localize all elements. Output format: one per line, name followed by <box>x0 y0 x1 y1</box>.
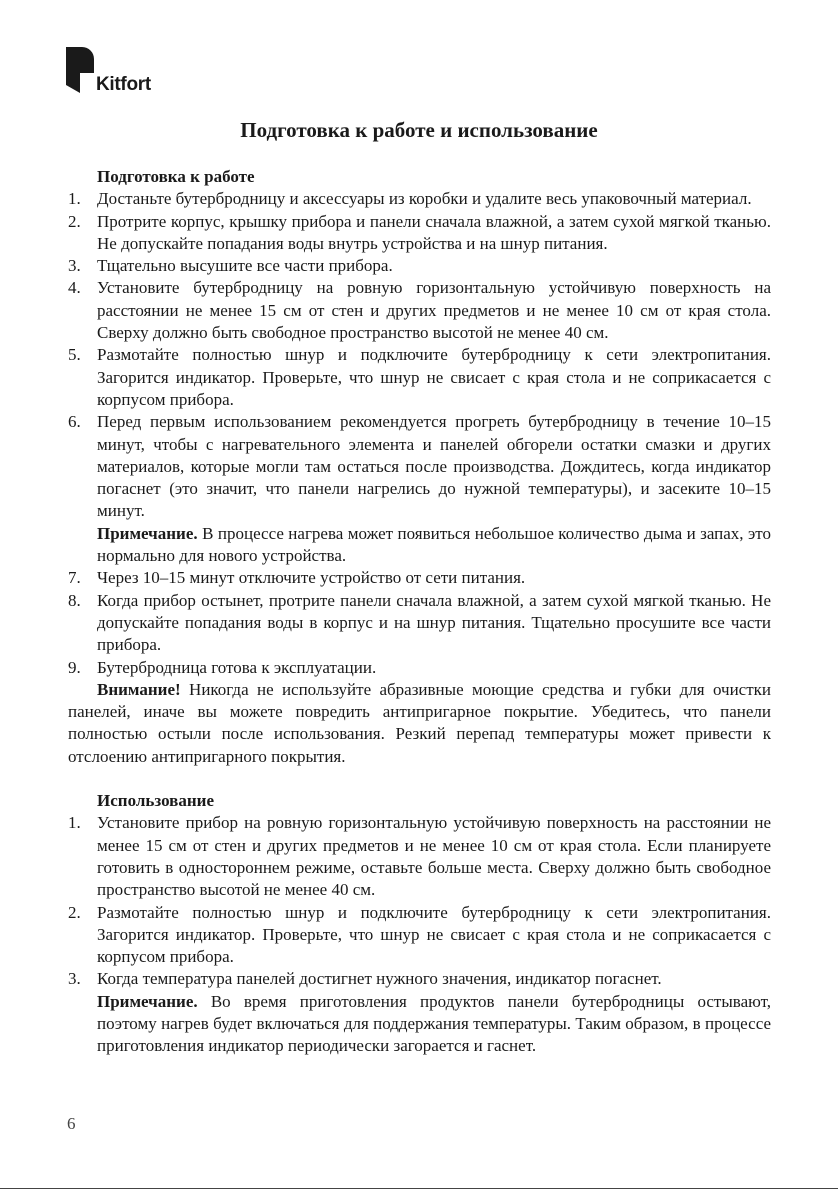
bottom-divider <box>0 1188 838 1189</box>
section-heading-usage: Использование <box>97 791 214 811</box>
list-item <box>68 411 771 522</box>
note-label: Примечание. <box>97 523 198 543</box>
list-item <box>68 968 771 990</box>
preparation-steps <box>68 188 771 522</box>
item-number: 2. <box>68 211 81 231</box>
item-text: Протрите корпус, крышку прибора и панели сначала влажной, а затем сухой мягкой тканью. Не допускайте попадания воды внутрь устройства и на шнур питания. <box>97 211 771 253</box>
note-label: Примечание. <box>97 991 198 1011</box>
item-number: 7. <box>68 568 81 588</box>
list-item <box>68 188 771 210</box>
item-text: Установите прибор на ровную горизонтальную устойчивую поверхность на расстоянии не менее 15 см от стен и других предметов и не менее 10 см от края стола. Если планируете готовить в одностороннем режиме, оставьте больше места. Сверху должно быть свободное пространство высотой не менее 40 см. <box>97 813 771 900</box>
brand-name: Kitfort <box>96 74 151 95</box>
item-text: Когда температура панелей достигнет нужного значения, индикатор погаснет. <box>97 969 662 989</box>
document-body <box>68 166 771 1058</box>
note-text: В процессе нагрева может появиться небольшое количество дыма и запах, это нормально для нового устройства. <box>97 523 771 566</box>
item-number: 3. <box>68 256 81 276</box>
preparation-steps-continued <box>68 567 771 678</box>
item-number: 3. <box>68 969 81 989</box>
list-item <box>68 657 771 679</box>
item-number: 5. <box>68 345 81 365</box>
list-item <box>68 344 771 411</box>
item-text: Бутербродница готова к эксплуатации. <box>97 657 377 677</box>
item-number: 9. <box>68 657 81 677</box>
section-spacer <box>68 768 771 790</box>
item-text: Достаньте бутербродницу и аксессуары из коробки и удалите весь упаковочный материал. <box>97 189 752 209</box>
list-item <box>68 812 771 901</box>
list-item <box>68 590 771 657</box>
warning-text: Никогда не используйте абразивные моющие средства и губки для очистки панелей, иначе вы можете повредить антипригарное покрытие. Убедитесь, что панели полностью остыли после использования. Резкий перепад температуры может привести к отслоению антипригарного покрытия. <box>68 679 771 766</box>
section-heading-preparation: Подготовка к работе <box>97 167 255 186</box>
page-number: 6 <box>67 1114 76 1133</box>
item-text: Когда прибор остынет, протрите панели сначала влажной, а затем сухой мягкой тканью. Не допускайте попадания воды в корпус и на шнур питания. Тщательно просушите все части прибора. <box>97 590 771 655</box>
item-text: Тщательно высушите все части прибора. <box>97 256 393 276</box>
item-text: Перед первым использованием рекомендуется прогреть бутербродницу в течение 10–15 минут, чтобы с нагревательного элемента и панелей обгорели остатки смазки и других материалов, которые могли там остаться после производства. Дождитесь, когда индикатор погаснет (это значит, что панели нагрелись до нужной температуры), и засеките 10–15 минут. <box>97 412 771 521</box>
item-number: 8. <box>68 590 81 610</box>
item-text: Установите бутербродницу на ровную горизонтальную устойчивую поверхность на расстоянии не менее 15 см от стен и других предметов и не менее 10 см от края стола. Сверху должно быть свободное пространство высотой не менее 40 см. <box>97 278 771 343</box>
list-item <box>68 255 771 277</box>
item-number: 2. <box>68 902 81 922</box>
warning-paragraph <box>68 679 771 768</box>
usage-steps <box>68 812 771 990</box>
item-number: 6. <box>68 412 81 432</box>
item-number: 1. <box>68 813 81 833</box>
list-item <box>68 567 771 589</box>
item-number: 4. <box>68 278 81 298</box>
kitfort-logo-icon <box>66 47 96 95</box>
note-text: Во время приготовления продуктов панели бутербродницы остывают, поэтому нагрев будет включаться для поддержания температуры. Таким образом, в процессе приготовления индикатор периодически загорается и гаснет. <box>97 991 771 1056</box>
warning-label: Внимание! <box>97 679 181 699</box>
list-item <box>68 902 771 969</box>
preparation-note <box>68 523 771 568</box>
brand-logo <box>66 47 186 95</box>
page-title: Подготовка к работе и использование <box>240 118 598 142</box>
item-text: Размотайте полностью шнур и подключите бутербродницу к сети электропитания. Загорится индикатор. Проверьте, что шнур не свисает с края стола и не соприкасается с корпусом прибора. <box>97 902 771 967</box>
item-text: Через 10–15 минут отключите устройство от сети питания. <box>97 568 526 588</box>
item-number: 1. <box>68 189 81 209</box>
usage-note <box>68 991 771 1058</box>
list-item <box>68 277 771 344</box>
list-item <box>68 211 771 256</box>
item-text: Размотайте полностью шнур и подключите бутербродницу к сети электропитания. Загорится индикатор. Проверьте, что шнур не свисает с края стола и не соприкасается с корпусом прибора. <box>97 345 771 409</box>
